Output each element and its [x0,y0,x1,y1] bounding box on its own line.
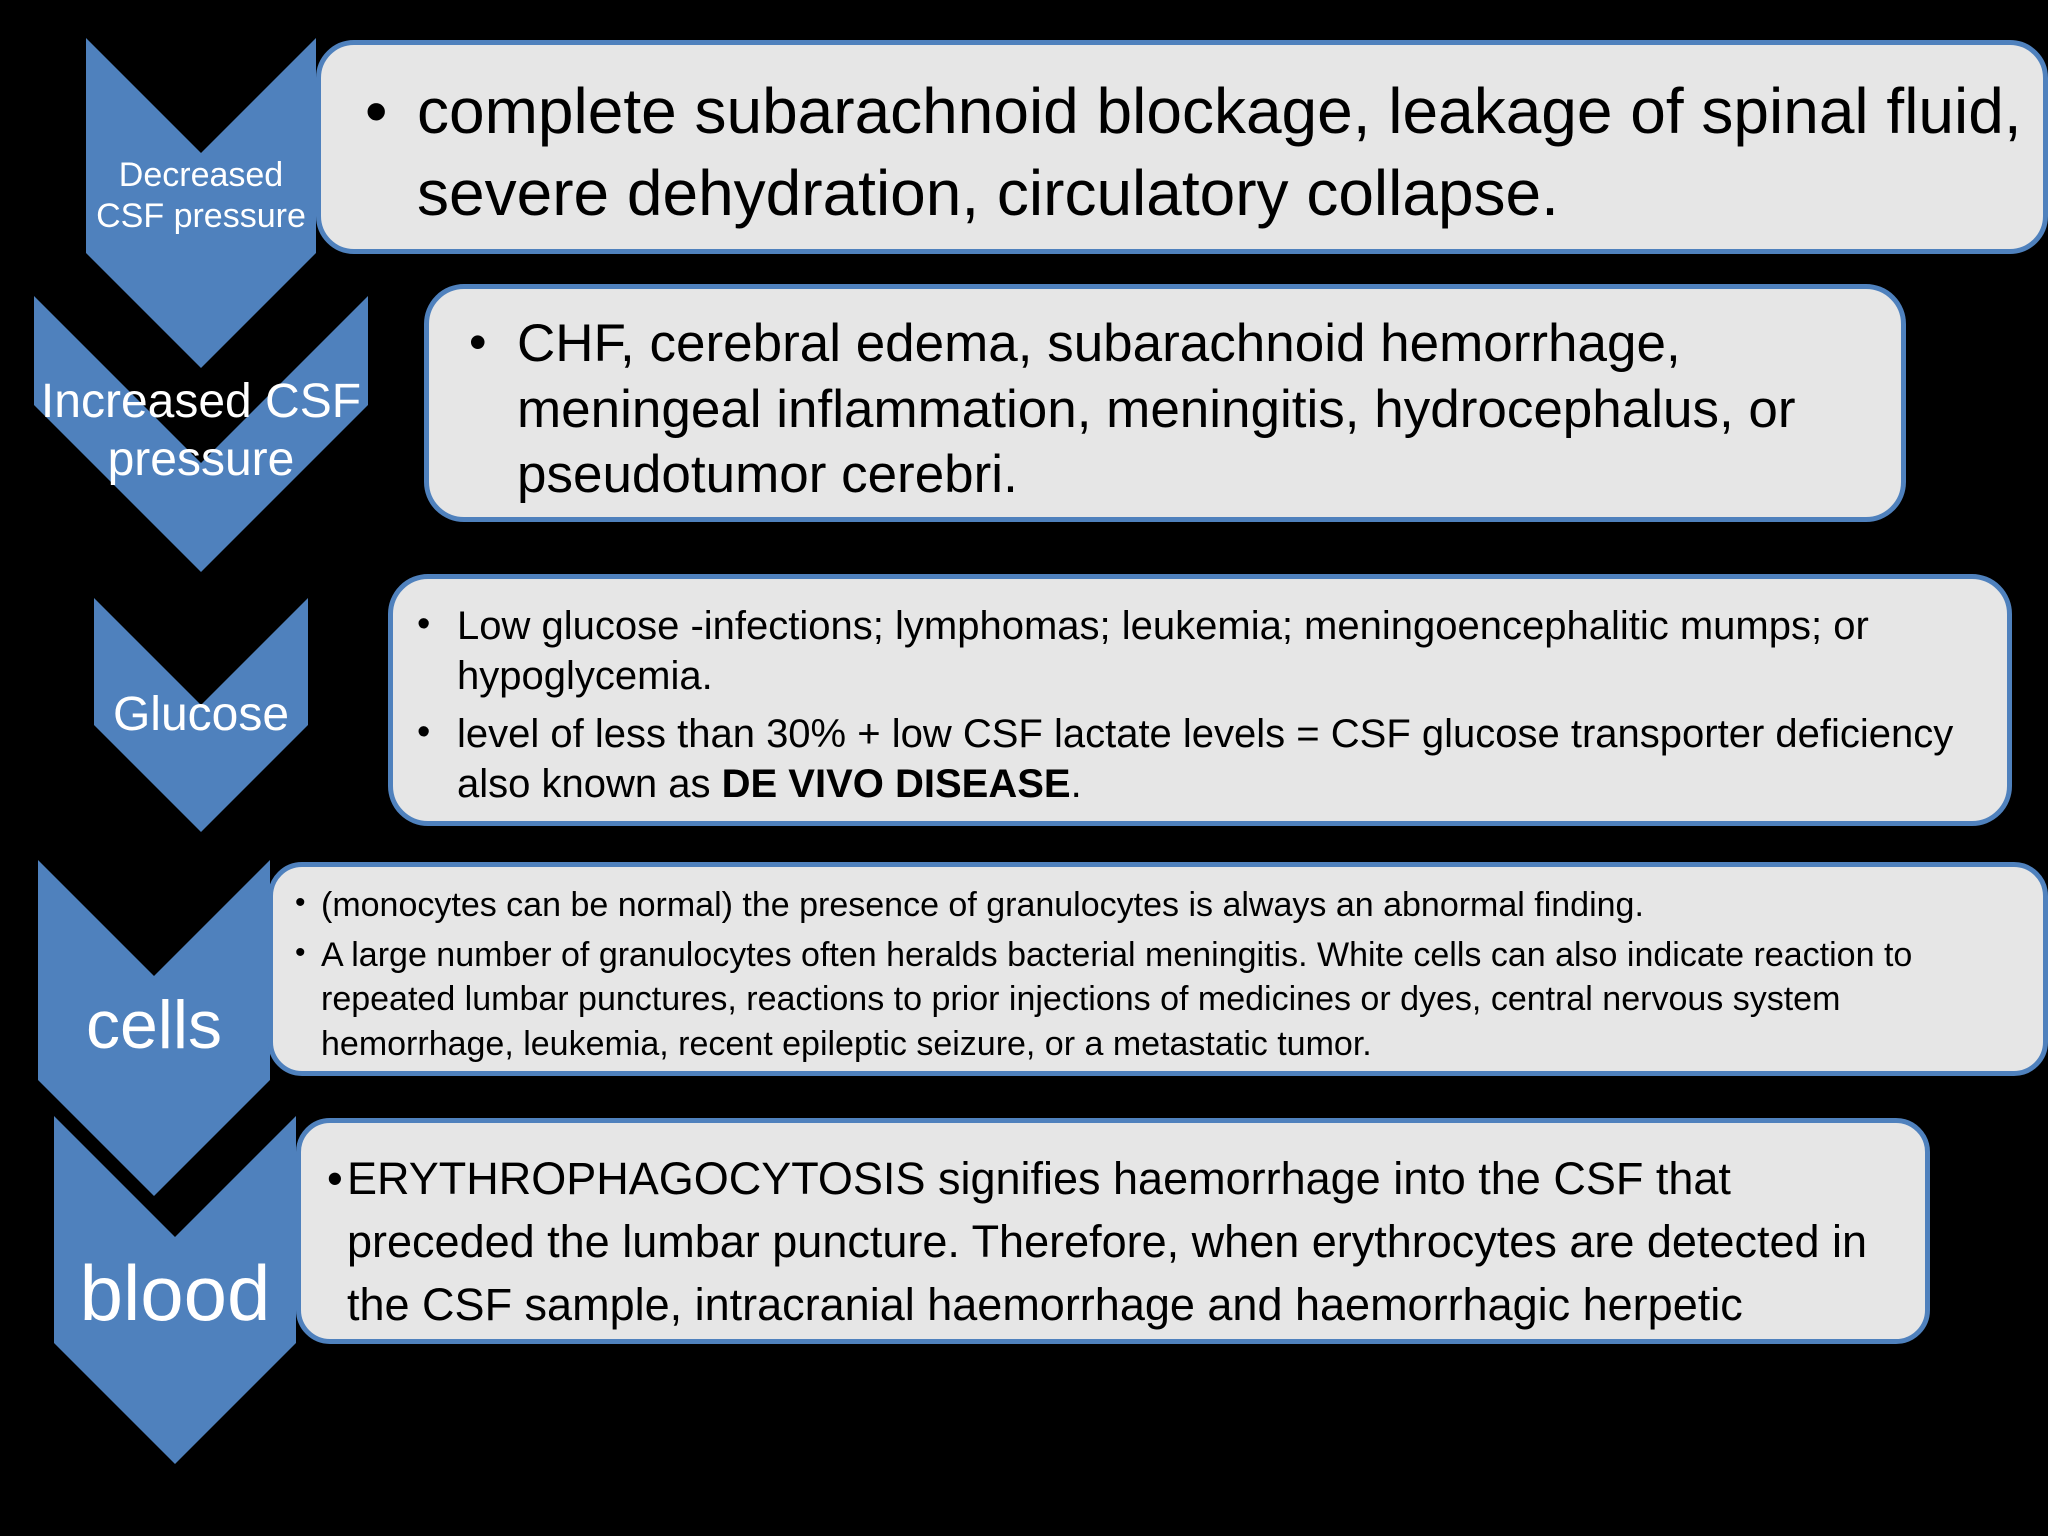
chevron-label-glucose: Glucose [112,688,290,742]
bullet-item [295,883,2023,927]
bullet-text: A large number of granulocytes often heralds bacterial meningitis. White cells can also indicate reaction to repeated lumbar punctures, reactions to prior injections of medicines or dyes, central nervous system hemorrhage, leukemia, recent epileptic seizure, or a metastatic tumor. [321,936,1913,1063]
bold-term: DE VIVO DISEASE [721,762,1071,807]
bullet-dot-icon: • [365,75,388,147]
bullet-text: (monocytes can be normal) the presence of granulocytes is always an abnormal finding. [321,886,1644,924]
bullet-text: ERYTHROPHAGOCYTOSIS signifies haemorrhage into the CSF that preceded the lumbar puncture. Therefore, when erythrocytes are detected in the CSF sample, intracranial haemorrhage and haemorrhagic herpetic encephalitis. [347,1153,1868,1393]
bullet-dot-icon: • [295,886,306,919]
content-box-decreased-csf-pressure [316,40,2048,254]
bullet-list [327,1147,1905,1399]
content-box-cells [268,862,2048,1076]
bullet-list [365,71,2023,235]
bullet-dot-icon: • [327,1153,343,1204]
bullet-dot-icon: • [469,314,487,370]
bullet-item [417,601,1987,702]
bullet-list [295,883,2023,1066]
bullet-item [295,933,2023,1066]
bullet-text: Low glucose -infections; lymphomas; leukemia; meningoencephalitic mumps; or hypoglycemia. [457,604,1869,699]
bullet-dot-icon: • [417,710,431,753]
chevron-label-decreased-csf-pressure: Decreased CSF pressure [96,156,306,235]
content-box-blood [296,1118,1930,1393]
bullet-dot-icon: • [417,603,431,645]
bullet-text: complete subarachnoid blockage, leakage of spinal fluid, severe dehydration, circulatory collapse. [417,75,2022,229]
chevron-label-blood: blood [79,1249,271,1338]
bullet-item [417,709,1987,810]
bullet-item [327,1147,1905,1399]
bullet-list [469,311,1881,508]
content-box-glucose [388,574,2012,826]
bullet-text: CHF, cerebral edema, subarachnoid hemorrhage, meningeal inflammation, meningitis, hydrocephalus, or pseudotumor cerebri. [517,314,1796,505]
bullet-item [365,71,2023,235]
content-box-increased-csf-pressure [424,284,1906,522]
bullet-text-tail: . [1070,762,1082,807]
bullet-text: level of less than 30% + low CSF lactate levels = CSF glucose transporter deficiency also known as [457,711,1954,807]
chevron-label-cells: cells [85,987,223,1064]
chevron-label-increased-csf-pressure: Increased CSF pressure [40,375,362,486]
bullet-list [417,601,1987,810]
bullet-dot-icon: • [295,936,306,970]
bullet-item [469,311,1881,508]
